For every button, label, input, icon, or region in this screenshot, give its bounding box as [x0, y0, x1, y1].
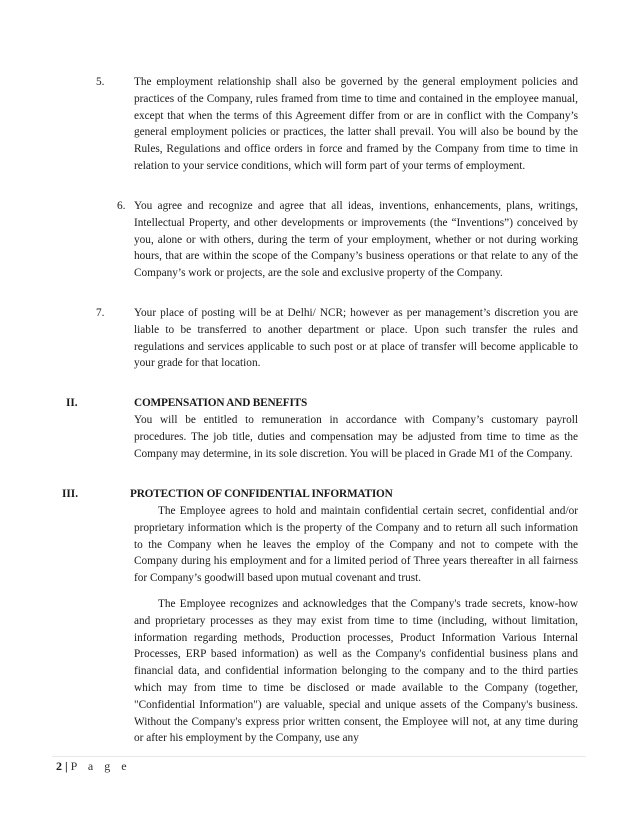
clause-text: You agree and recognize and agree that all ideas, inventions, enhancements, plans, writings, Intellectual Property, and other developments or improvements (the “Inventions”) conceived by you, alone or with others, during the term of your employment, whether or not during working hours, that are within the scope of the Company’s business operations or that relate to any of the Company’s work or projects, are the sole and exclusive property of the Company. [134, 200, 578, 280]
section-paragraph: You will be entitled to remuneration in accordance with Company’s customary payroll procedures. The job title, duties and compensation may be adjusted from time to time as the Company may determine, in its sole discretion. You will be placed in Grade M1 of the Company. [134, 414, 578, 460]
section-number: II. [66, 397, 78, 409]
clause-text: Your place of posting will be at Delhi/ NCR; however as per management’s discretion you are liable to be transferred to another department or place. Upon such transfer the rules and regulations and services applicable to such post or at place of transfer will become applicable to your grade for that location. [134, 307, 578, 370]
section-paragraph: The Employee recognizes and acknowledges that the Company's trade secrets, know-how and proprietary processes as they may exist from time to time (including, without limitation, information regarding methods, Production processes, Product Information Various Internal Processes, ERP based information) as well as the Company's confidential business plans and financial data, and confidential information belonging to the company and to the third parties which may from time to time be disclosed or made available to the Company (together, "Confidential Information") are valuable, special and unique assets of the Company's business. Without the Company's express prior written consent, the Employee will not, at any time during or after his employment by the Company, use any [134, 598, 578, 745]
section-heading: PROTECTION OF CONFIDENTIAL INFORMATION [130, 488, 393, 500]
footer-divider [52, 756, 586, 757]
clause-number: 6. [117, 200, 126, 212]
page-label: P a g e [70, 759, 131, 773]
footer-separator: | [65, 759, 68, 773]
section-number: III. [62, 488, 79, 500]
section-heading: COMPENSATION AND BENEFITS [134, 397, 308, 409]
clause-text: The employment relationship shall also be governed by the general employment policies and practices of the Company, rules framed from time to time and contained in the employee manual, except that when the terms of this Agreement differ from or are in conflict with the Company’s general employment policies or practices, the latter shall prevail. You will also be bound by the Rules, Regulations and office orders in force and framed by the Company from time to time in relation to your service conditions, which will form part of your terms of employment. [134, 76, 578, 172]
page-number: 2 [56, 759, 62, 773]
page-footer [56, 758, 131, 774]
clause-number: 5. [96, 76, 105, 88]
section-paragraph: The Employee agrees to hold and maintain confidential certain secret, confidential and/or proprietary information which is the property of the Company and to return all such information to the Company when he leaves the employ of the Company and not to compete with the Company during his employment and for a limited period of Three years thereafter in all fairness for Company’s goodwill based upon mutual covenant and trust. [134, 505, 578, 585]
clause-number: 7. [96, 307, 105, 319]
